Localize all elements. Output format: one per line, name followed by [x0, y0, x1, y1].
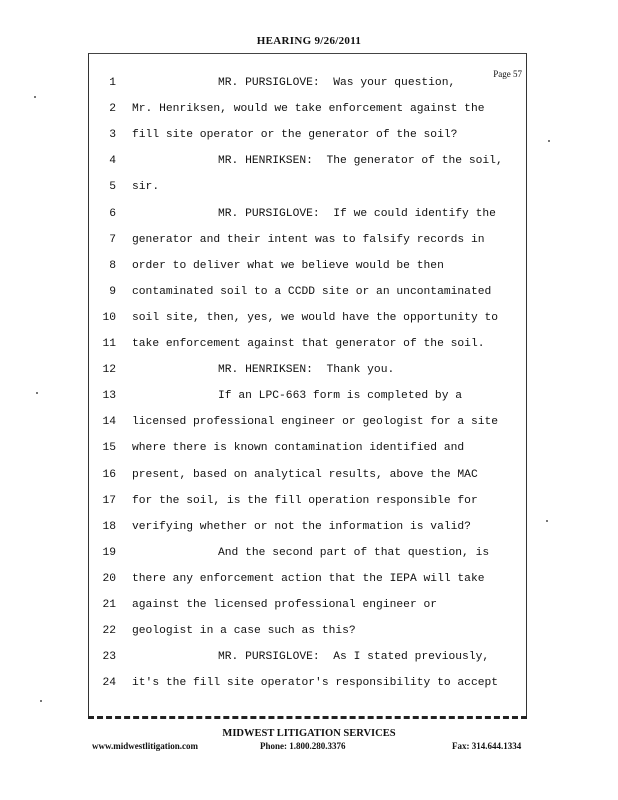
line-number: 1	[109, 77, 116, 89]
line-text: fill site operator or the generator of the soil?	[132, 129, 458, 142]
transcript-line	[0, 543, 618, 563]
transcript-line	[0, 334, 618, 354]
line-text: licensed professional engineer or geologist for a site	[132, 416, 499, 429]
line-number: 15	[102, 442, 116, 455]
line-text: it's the fill site operator's responsibility to accept	[132, 677, 499, 690]
line-number: 18	[102, 520, 116, 533]
transcript-line	[0, 177, 618, 197]
transcript-line	[0, 151, 618, 171]
footer-phone: Phone: 1.800.280.3376	[260, 741, 346, 751]
line-number: 12	[102, 364, 116, 377]
line-text: sir.	[132, 181, 160, 194]
scan-speck	[34, 96, 36, 98]
scan-speck	[40, 700, 42, 702]
line-text: verifying whether or not the information is valid?	[132, 520, 471, 533]
transcript-line	[0, 621, 618, 641]
line-number: 3	[109, 129, 116, 142]
line-text: MR. PURSIGLOVE: Was your question,	[218, 77, 456, 89]
line-number: 19	[102, 546, 116, 559]
page-header: HEARING 9/26/2011	[256, 35, 362, 47]
line-text: take enforcement against that generator of the soil.	[132, 338, 485, 350]
line-text: If an LPC-663 form is completed by a	[218, 390, 463, 403]
line-number: 20	[102, 572, 116, 585]
transcript-line	[0, 308, 618, 328]
line-text: geologist in a case such as this?	[132, 625, 356, 638]
transcript-line	[0, 647, 618, 667]
line-text: And the second part of that question, is	[218, 546, 490, 559]
line-number: 21	[102, 599, 116, 611]
transcript-line	[0, 412, 618, 432]
line-number: 10	[102, 311, 116, 324]
transcript-line	[0, 360, 618, 380]
page-number-label: Page 57	[493, 69, 522, 79]
line-number: 11	[102, 338, 116, 350]
line-text: soil site, then, yes, we would have the opportunity to	[132, 311, 499, 324]
line-text: contaminated soil to a CCDD site or an uncontaminated	[132, 285, 492, 298]
transcript-line	[0, 125, 618, 145]
line-number: 16	[102, 468, 116, 481]
transcript-line	[0, 491, 618, 511]
transcript-line	[0, 73, 618, 93]
line-number: 17	[102, 494, 116, 507]
line-text: MR. HENRIKSEN: The generator of the soil,	[218, 155, 503, 168]
line-text: generator and their intent was to falsify records in	[132, 233, 485, 246]
footer-fax: Fax: 314.644.1334	[452, 741, 522, 751]
line-text: MR. HENRIKSEN: Thank you.	[218, 364, 395, 377]
transcript-line	[0, 673, 618, 693]
line-number: 8	[109, 259, 116, 272]
frame-bottom-border	[88, 716, 527, 722]
transcript-line	[0, 204, 618, 224]
line-number: 9	[109, 285, 116, 298]
line-number: 2	[109, 103, 116, 116]
scan-speck	[548, 140, 550, 142]
scan-speck	[546, 520, 548, 522]
transcript-line	[0, 99, 618, 119]
line-text: order to deliver what we believe would be then	[132, 259, 444, 272]
transcript-line	[0, 282, 618, 302]
line-number: 14	[102, 416, 116, 429]
line-number: 22	[102, 625, 116, 638]
line-text: present, based on analytical results, above the MAC	[132, 468, 478, 481]
line-text: there any enforcement action that the IEPA will take	[132, 572, 485, 585]
transcript-line	[0, 569, 618, 589]
line-number: 13	[102, 390, 116, 403]
line-number: 24	[102, 677, 116, 690]
line-text: Mr. Henriksen, would we take enforcement against the	[132, 103, 485, 116]
footer-company: MIDWEST LITIGATION SERVICES	[222, 728, 396, 739]
line-number: 23	[102, 651, 116, 664]
line-number: 6	[109, 207, 116, 220]
transcript-line	[0, 465, 618, 485]
line-text: for the soil, is the fill operation responsible for	[132, 494, 478, 507]
transcript-line	[0, 438, 618, 458]
line-text: MR. PURSIGLOVE: As I stated previously,	[218, 651, 490, 664]
line-text: where there is known contamination identified and	[132, 442, 465, 455]
transcript-line	[0, 256, 618, 276]
footer-website: www.midwestlitigation.com	[92, 741, 198, 751]
line-number: 4	[109, 155, 116, 168]
line-text: MR. PURSIGLOVE: If we could identify the	[218, 207, 496, 220]
transcript-line	[0, 230, 618, 250]
transcript-line	[0, 517, 618, 537]
scan-speck	[36, 392, 38, 394]
line-text: against the licensed professional engineer or	[132, 599, 438, 611]
transcript-line	[0, 386, 618, 406]
line-number: 7	[109, 233, 116, 246]
line-number: 5	[109, 181, 116, 194]
transcript-line	[0, 595, 618, 615]
